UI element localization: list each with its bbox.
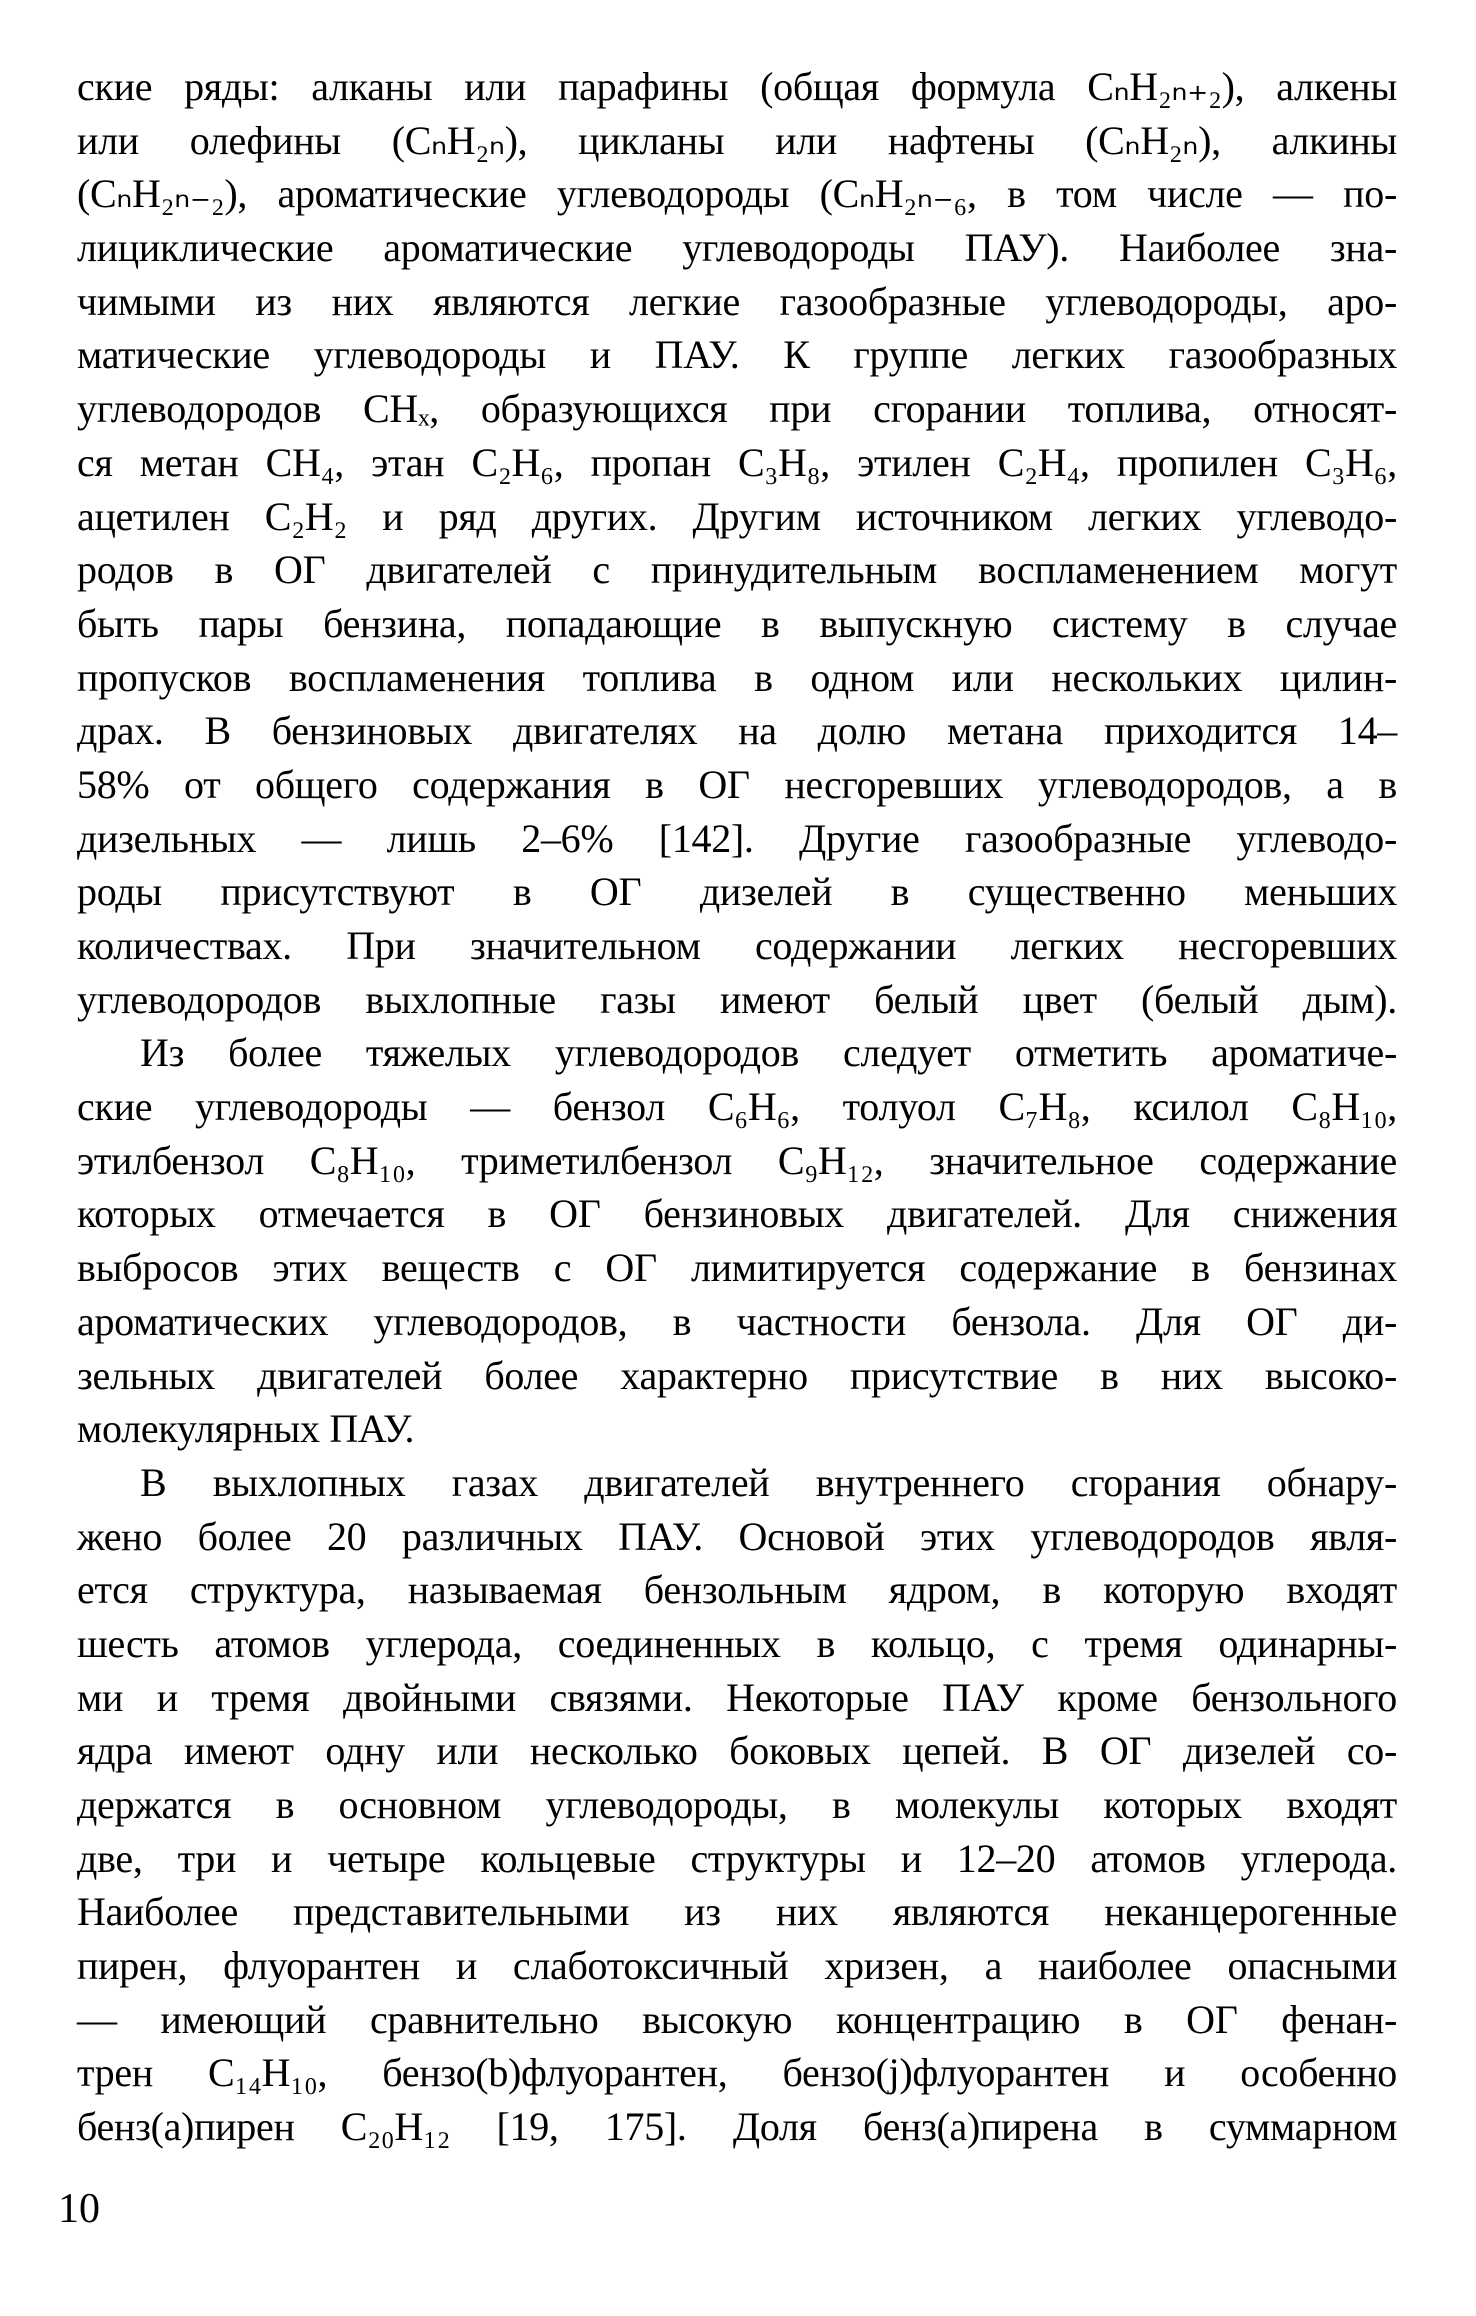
text-line: Из более тяжелых углеводородов следует отметить ароматиче- bbox=[140, 1030, 1397, 1076]
text-line: зельных двигателей более характерно присутствие в них высоко- bbox=[77, 1352, 1397, 1398]
text-line: количествах. При значительном содержании легких несгоревших bbox=[77, 923, 1397, 968]
text-line: роды присутствуют в ОГ дизелей в существенно меньших bbox=[77, 869, 1397, 915]
text-line: молекулярных ПАУ. bbox=[77, 1406, 415, 1452]
text-line: углеводородов выхлопные газы имеют белый цвет (белый дым). bbox=[77, 976, 1397, 1022]
text-line: или олефины (CₙH₂ₙ), цикланы или нафтены (CₙH₂ₙ), алкины bbox=[77, 117, 1397, 163]
text-line: драх. В бензиновых двигателях на долю метана приходится 14– bbox=[77, 708, 1397, 754]
text-line: родов в ОГ двигателей с принудительным воспламенением могут bbox=[77, 547, 1397, 593]
text-line: углеводородов CHₓ, образующихся при сгорании топлива, относят- bbox=[77, 386, 1397, 432]
page-body-text bbox=[77, 60, 1397, 2154]
paragraph bbox=[77, 60, 1397, 1026]
text-line: лициклические ароматические углеводороды ПАУ). Наиболее зна- bbox=[77, 225, 1397, 271]
text-line: быть пары бензина, попадающие в выпускную систему в случае bbox=[77, 600, 1397, 646]
paragraph bbox=[77, 1026, 1397, 1456]
text-line: ацетилен C₂H₂ и ряд других. Другим источником легких углеводо- bbox=[77, 493, 1397, 539]
text-line: ется структура, называемая бензольным ядром, в которую входят bbox=[77, 1567, 1397, 1613]
text-line: выбросов этих веществ с ОГ лимитируется содержание в бензинах bbox=[77, 1245, 1397, 1291]
text-line: которых отмечается в ОГ бензиновых двигателей. Для снижения bbox=[77, 1191, 1397, 1237]
text-line: ароматических углеводородов, в частности бензола. Для ОГ ди- bbox=[77, 1298, 1397, 1344]
text-line: ся метан CH₄, этан C₂H₆, пропан C₃H₈, этилен C₂H₄, пропилен C₃H₆, bbox=[77, 439, 1397, 485]
text-line: две, три и четыре кольцевые структуры и 12–20 атомов углерода. bbox=[77, 1835, 1397, 1881]
text-line: трен C₁₄H₁₀, бензо(b)флуорантен, бензо(j)флуорантен и особенно bbox=[77, 2050, 1397, 2096]
text-line: — имеющий сравнительно высокую концентрацию в ОГ фенан- bbox=[77, 1996, 1397, 2042]
text-line: Наиболее представительными из них являются неканцерогенные bbox=[77, 1889, 1397, 1935]
text-line: ские углеводороды — бензол C₆H₆, толуол C₇H₈, ксилол C₈H₁₀, bbox=[77, 1084, 1397, 1130]
text-line: ми и тремя двойными связями. Некоторые ПАУ кроме бензольного bbox=[77, 1674, 1397, 1720]
text-line: жено более 20 различных ПАУ. Основой этих углеводородов явля- bbox=[77, 1513, 1397, 1559]
paragraph bbox=[77, 1456, 1397, 2154]
text-line: 58% от общего содержания в ОГ несгоревших углеводородов, а в bbox=[77, 761, 1397, 807]
text-line: пропусков воспламенения топлива в одном или нескольких цилин- bbox=[77, 654, 1397, 700]
text-line: бенз(a)пирен C₂₀H₁₂ [19, 175]. Доля бенз(a)пирена в суммарном bbox=[77, 2104, 1397, 2150]
text-line: чимыми из них являются легкие газообразные углеводороды, аро- bbox=[77, 278, 1397, 324]
text-line: ские ряды: алканы или парафины (общая формула CₙH₂ₙ₊₂), алкены bbox=[77, 64, 1397, 109]
text-line: (CₙH₂ₙ₋₂), ароматические углеводороды (CₙH₂ₙ₋₆, в том числе — по- bbox=[77, 171, 1397, 217]
text-line: держатся в основном углеводороды, в молекулы которых входят bbox=[77, 1782, 1397, 1827]
text-line: матические углеводороды и ПАУ. К группе легких газообразных bbox=[77, 332, 1397, 378]
text-line: дизельных — лишь 2–6% [142]. Другие газообразные углеводо- bbox=[77, 815, 1397, 861]
text-line: пирен, флуорантен и слаботоксичный хризен, а наиболее опасными bbox=[77, 1943, 1397, 1989]
text-line: этилбензол C₈H₁₀, триметилбензол C₉H₁₂, значительное содержание bbox=[77, 1137, 1397, 1183]
text-line: ядра имеют одну или несколько боковых цепей. В ОГ дизелей со- bbox=[77, 1728, 1397, 1774]
text-line: В выхлопных газах двигателей внутреннего сгорания обнару- bbox=[140, 1459, 1397, 1505]
page-number: 10 bbox=[58, 2186, 100, 2232]
text-line: шесть атомов углерода, соединенных в кольцо, с тремя одинарны- bbox=[77, 1620, 1397, 1666]
